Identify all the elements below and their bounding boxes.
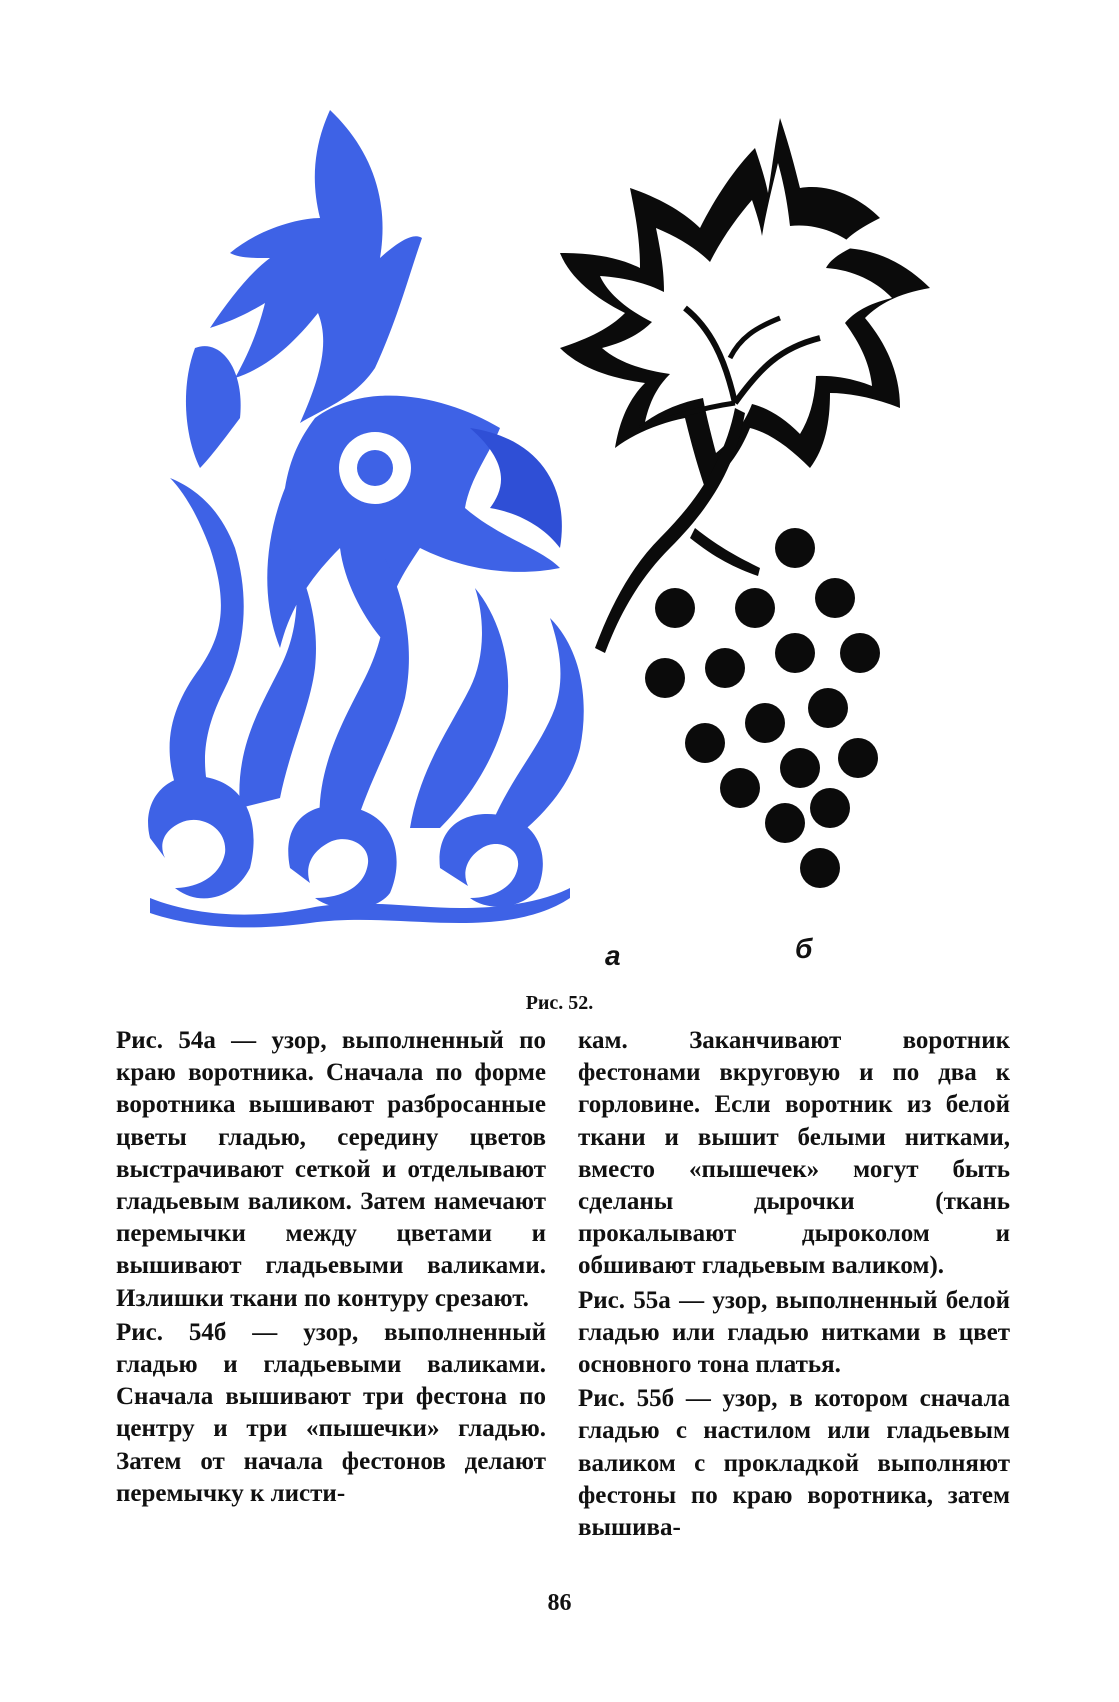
paragraph: Рис. 54а — узор, выполненный по краю воротника. Сначала по форме воротника вышивают разбросанные цветы гладью, середину цветов выстрачивают сеткой и отделывают гладьевым валиком. Затем намечают перемычки между цветами и вышивают гладьевыми валиками. Излишки ткани по контуру срезают. bbox=[116, 1027, 546, 1312]
left-text-column bbox=[116, 1025, 546, 1510]
grape-ornament-b bbox=[560, 118, 930, 888]
blue-ornament-a bbox=[148, 110, 584, 927]
figure-label-b: б bbox=[795, 933, 813, 964]
paragraph: Рис. 55б — узор, в котором сначала гладью с настилом или гладьевым валиком с прокладкой выполняют фестоны по краю воротника, затем вышива- bbox=[578, 1385, 1010, 1542]
grape-cluster bbox=[645, 528, 880, 888]
blue-flame-leaf bbox=[210, 110, 422, 423]
page-number: 86 bbox=[547, 1590, 572, 1616]
grape-stem-branch bbox=[690, 528, 760, 576]
paragraph: Рис. 54б — узор, выполненный гладью и гладьевыми валиками. Сначала вышивают три фестона по центру и три «пышечки» гладью. Затем от начала фестонов делают перемычку к листи- bbox=[116, 1318, 546, 1507]
paragraph: Рис. 55а — узор, выполненный белой гладью или гладью нитками в цвет основного тона платья. bbox=[578, 1286, 1010, 1379]
figure-caption: Рис. 52. bbox=[525, 992, 594, 1014]
blue-strand bbox=[410, 588, 508, 828]
right-text-column bbox=[578, 1025, 1010, 1544]
figure-label-a: а bbox=[605, 940, 621, 971]
blue-strand bbox=[170, 478, 244, 798]
blue-flame-leaf-small bbox=[186, 346, 241, 468]
embroidery-figure bbox=[140, 108, 1020, 988]
paragraph: кам. Заканчивают воротник фестонами вкруговую и по два к горловине. Если воротник из белой ткани и вышит белыми нитками, вместо «пышечек» могут быть сделаны дырочки (ткань прокалывают дыроколом и обшивают гладьевым валиком). bbox=[578, 1027, 1010, 1280]
